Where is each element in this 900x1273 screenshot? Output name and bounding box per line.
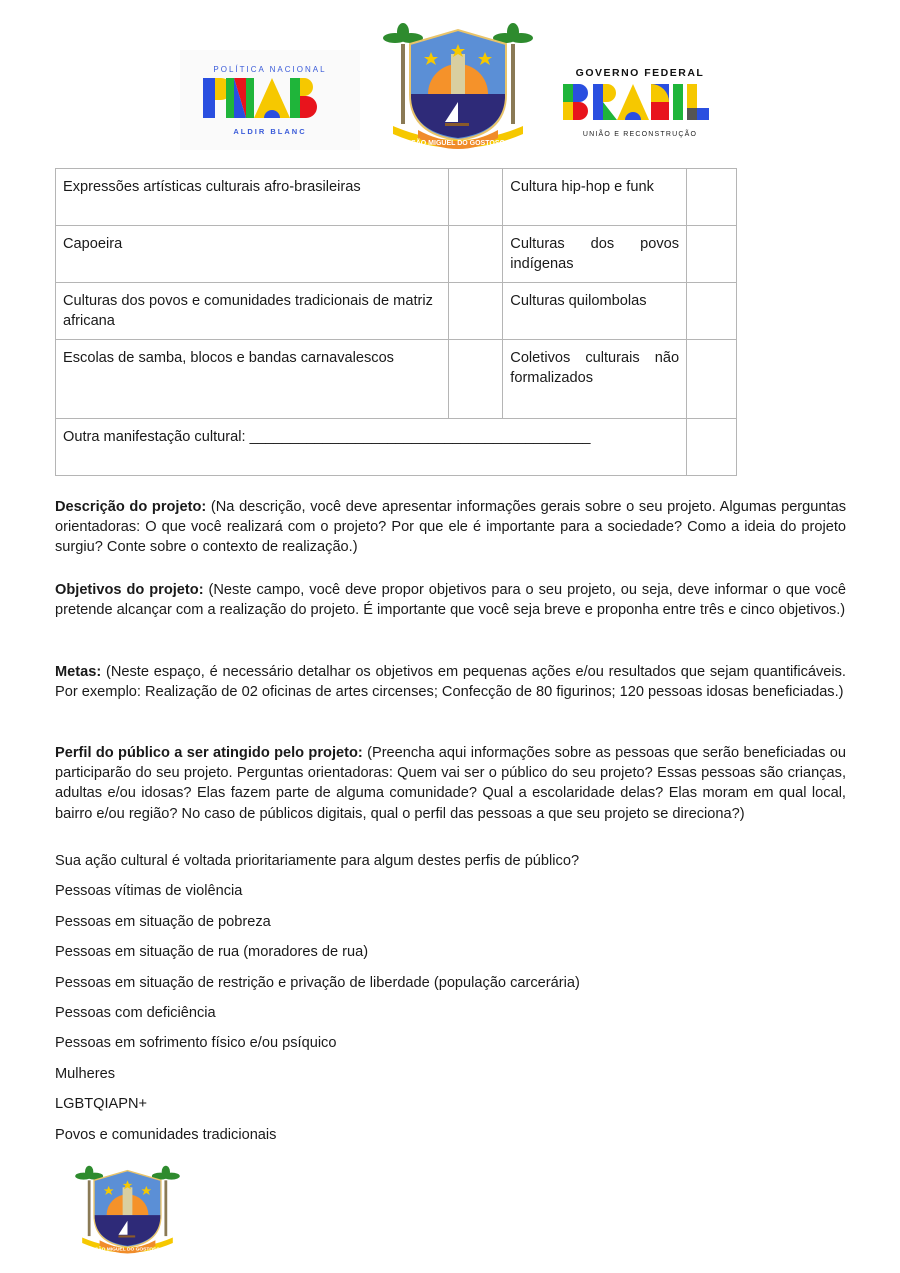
section-text: (Preencha aqui informações sobre as pessoas que serão beneficiadas ou participarão do seu projeto. Perguntas orientadoras: Quem vai ser o público do seu projeto? Essas pessoas são crianças, adultas e/ou idosas? Elas fazem parte de alguma comunidade? Qual a escolaridade delas? Elas moram em qual local, bairro e/ou região? No caso de públicos digitais, qual o perfil das pessoas a que seu projeto se direciona?) — [55, 745, 846, 822]
section-title: Objetivos do projeto: — [55, 582, 204, 598]
audience-option[interactable]: Pessoas em situação de restrição e privação de liberdade (população carcerária) — [55, 974, 580, 991]
table-row — [56, 169, 737, 226]
table-row — [56, 283, 737, 340]
audience-option[interactable]: Pessoas em situação de pobreza — [55, 913, 271, 930]
segment-label: Capoeira — [56, 226, 449, 283]
segment-checkbox-cell[interactable] — [449, 169, 503, 226]
section-title: Metas: — [55, 664, 102, 680]
segment-checkbox-cell[interactable] — [687, 419, 737, 476]
segment-label-line: formalizados — [510, 370, 594, 386]
segment-label — [503, 226, 687, 283]
segment-label: Culturas dos povos e comunidades tradicionais de matriz africana — [56, 283, 449, 340]
segment-label: Culturas quilombolas — [503, 283, 687, 340]
segment-label-line: indígenas — [510, 256, 574, 272]
pnab-bottom-text: ALDIR BLANC — [233, 127, 307, 136]
segment-checkbox-cell[interactable] — [449, 283, 503, 340]
crest-banner-text: SÃO MIGUEL DO GOSTOSO — [94, 1247, 161, 1253]
segment-checkbox-cell[interactable] — [687, 169, 737, 226]
governo-federal-logo — [555, 58, 725, 142]
table-row — [56, 226, 737, 283]
audience-option[interactable]: Mulheres — [55, 1065, 116, 1082]
pnab-logo — [180, 50, 360, 150]
gov-top-text: GOVERNO FEDERAL — [575, 67, 705, 79]
section-metas — [55, 662, 846, 702]
gov-bottom-text: UNIÃO E RECONSTRUÇÃO — [582, 131, 698, 138]
audience-question: Sua ação cultural é voltada prioritariamente para algum destes perfis de público? — [55, 853, 580, 869]
table-row — [56, 340, 737, 419]
table-row-other — [56, 419, 737, 476]
segment-label-line: Culturas dos povos — [510, 236, 680, 252]
other-manifestation-blank[interactable]: __________________________________________ — [249, 429, 591, 445]
segment-label: Cultura hip-hop e funk — [503, 169, 687, 226]
segment-checkbox-cell[interactable] — [687, 340, 737, 419]
section-text: (Neste espaço, é necessário detalhar os objetivos em pequenas ações e/ou resultados que sejam quantificáveis. Por exemplo: Realização de 02 oficinas de artes circenses; Confecção de 80 figurinos; 120 pessoas idosas beneficiadas.) — [55, 664, 846, 701]
audience-option[interactable]: Pessoas em situação de rua (moradores de rua) — [55, 944, 369, 961]
section-title: Perfil do público a ser atingido pelo projeto: — [55, 745, 363, 761]
header-logos — [0, 0, 900, 160]
audience-option[interactable]: LGBTQIAPN+ — [55, 1096, 148, 1113]
segment-checkbox-cell[interactable] — [687, 226, 737, 283]
audience-option[interactable]: Pessoas vítimas de violência — [55, 883, 243, 900]
cultural-segments-table — [55, 168, 737, 476]
segment-checkbox-cell[interactable] — [449, 340, 503, 419]
section-perfil-publico — [55, 743, 846, 824]
section-objetivos — [55, 580, 846, 620]
audience-option[interactable]: Pessoas em sofrimento físico e/ou psíquico — [55, 1035, 337, 1052]
section-descricao — [55, 497, 846, 558]
audience-profile-list — [55, 851, 580, 1155]
sao-miguel-crest-logo — [383, 22, 533, 154]
crest-banner-text: SÃO MIGUEL DO GOSTOSO — [411, 140, 505, 147]
audience-option[interactable]: Povos e comunidades tradicionais — [55, 1126, 277, 1143]
segment-label — [503, 340, 687, 419]
segment-label-line: Coletivos culturais não — [510, 350, 680, 366]
other-manifestation-cell[interactable] — [56, 419, 687, 476]
sao-miguel-crest-footer-logo — [70, 1165, 185, 1257]
segment-checkbox-cell[interactable] — [449, 226, 503, 283]
other-manifestation-label: Outra manifestação cultural: — [63, 429, 246, 445]
section-text: (Neste campo, você deve propor objetivos para o seu projeto, ou seja, deve informar o que você pretende alcançar com a realização do projeto. É importante que você seja breve e proponha entre três e cinco objetivos.) — [55, 582, 847, 619]
pnab-top-text: POLÍTICA NACIONAL — [213, 65, 327, 74]
segment-label: Escolas de samba, blocos e bandas carnavalescos — [56, 340, 449, 419]
audience-option[interactable]: Pessoas com deficiência — [55, 1004, 216, 1021]
section-text: (Na descrição, você deve apresentar informações gerais sobre o seu projeto. Algumas perguntas orientadoras: O que você realizará com o projeto? Por que ele é importante para a sociedade? Como a ideia do projeto surgiu? Conte sobre o contexto de realização.) — [55, 499, 846, 556]
segment-checkbox-cell[interactable] — [687, 283, 737, 340]
section-title: Descrição do projeto: — [55, 499, 207, 515]
segment-label: Expressões artísticas culturais afro-brasileiras — [56, 169, 449, 226]
